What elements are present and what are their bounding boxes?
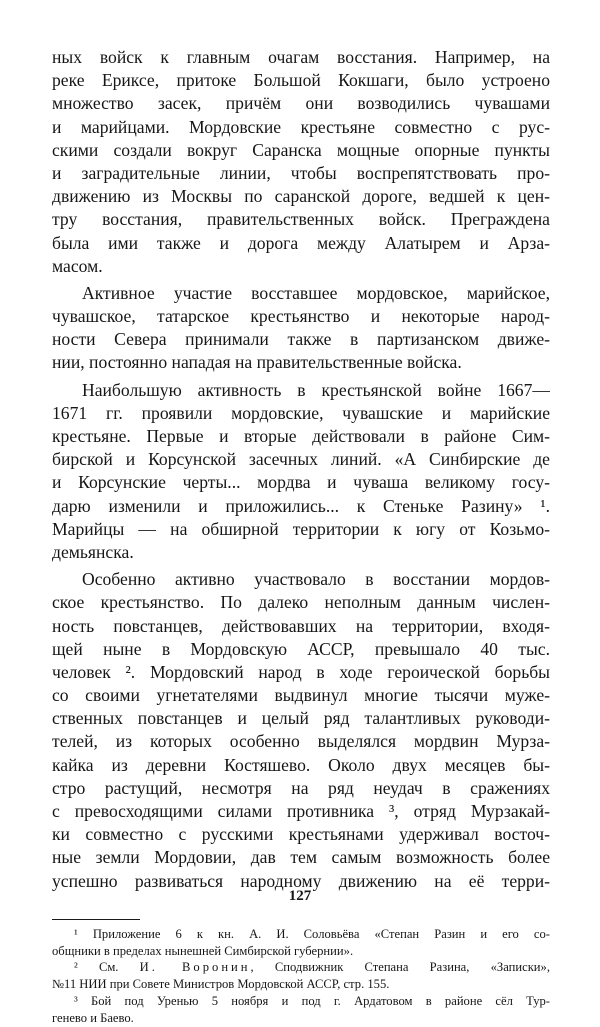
text-line: щей ныне в Мордовскую АССР, превышало 40 тыс. (52, 638, 550, 659)
text-line: Активное участие восставшее мордовское, марийское, (82, 282, 550, 303)
text-line: нии, постоянно нападая на правительственные войска. (52, 352, 462, 373)
text-line: крестьяне. Первые и вторые действовали в районе Сим- (52, 426, 550, 446)
text-line: была ими также и дорога между Алатырем и Арза- (52, 232, 550, 253)
footnote-line: общники в пределах нынешней Симбирской губернии». (52, 943, 354, 958)
page-number: 127 (288, 888, 312, 904)
footnote-author: И. Воронин (139, 960, 251, 975)
text-line: ные земли Мордовии, дав тем самым возможность более (52, 847, 550, 868)
text-line: Особенно активно участвовало в восстании мордов- (82, 569, 550, 590)
paragraph-2 (52, 282, 550, 375)
footnote-line (52, 959, 550, 976)
paragraph-4 (52, 568, 550, 893)
book-page (52, 46, 550, 1027)
text-line: и заградительные линии, чтобы воспрепятствовать про- (52, 162, 550, 183)
footnote-2 (52, 959, 550, 993)
footnotes (52, 926, 550, 1027)
text-line: человек ². Мордовский народ в ходе героической борьбы (52, 661, 550, 682)
footnote-line: №11 НИИ при Совете Министров Мордовской АССР, стр. 155. (52, 977, 390, 992)
text-line: ность повстанцев, действовавших на территории, входя- (52, 615, 550, 636)
text-line: со своими угнетателями выдвинул многие тысячи муже- (52, 685, 550, 706)
footnote-1 (52, 926, 550, 960)
footnote-line: генево и Баево. (52, 1010, 134, 1025)
text-line: и Корсунские черты... мордва и чуваша великому госу- (52, 472, 550, 493)
text-line: дарю изменили и приложились... к Стеньке Разину» ¹. (52, 495, 550, 516)
footnote-line: ¹ Приложение 6 к кн. А. И. Соловьёва «Степан Разин и его со- (74, 926, 550, 941)
text-line: движению из Москвы по саранской дороге, ведшей к цен- (52, 186, 550, 207)
text-line: кайка из деревни Костяшево. Около двух месяцев бы- (52, 754, 550, 775)
text-line: реке Ериксе, притоке Большой Кокшаги, было устроено (52, 70, 550, 91)
text-line: ское крестьянство. По далеко неполным данным числен- (52, 592, 550, 613)
text-line: ных войск к главным очагам восстания. Например, на (52, 47, 550, 67)
paragraph-3 (52, 379, 550, 565)
text-line: чувашское, татарское крестьянство и некоторые народ- (52, 306, 550, 327)
text-line: стро растущий, несмотря на ряд неудач в сражениях (52, 777, 550, 798)
footnote-3 (52, 993, 550, 1027)
text-line: Наибольшую активность в крестьянской войне 1667— (82, 379, 550, 400)
text-line: Марийцы — на обширной территории к югу от Козьмо- (52, 518, 550, 539)
paragraph-1 (52, 46, 550, 278)
footnote-divider (52, 919, 140, 920)
text-line: и марийцами. Мордовские крестьяне совместно с рус- (52, 116, 550, 137)
footnote-suffix: , Сподвижник Степана Разина, «Записки», (250, 960, 550, 975)
text-line: скими создали вокруг Саранска мощные опорные пункты (52, 139, 550, 160)
text-line: бирской и Корсунской засечных линий. «А Синбирские де (52, 449, 550, 470)
footnote-line: ³ Бой под Уренью 5 ноября и под г. Ардатовом в районе сёл Тур- (74, 993, 550, 1008)
text-line: тру восстания, правительственных войск. Преграждена (52, 209, 550, 230)
text-line: с превосходящими силами противника ³, отряд Мурзакай- (52, 801, 550, 821)
text-line: ности Севера принимали также в партизанском движе- (52, 329, 550, 350)
text-line: успешно развиваться народному движению на её терри- (52, 870, 550, 891)
text-line: демьянска. (52, 541, 134, 562)
text-line: множество засек, причём они возводились чувашами (52, 93, 550, 114)
text-line: масом. (52, 255, 103, 276)
text-line: 1671 гг. проявили мордовские, чувашские и марийские (52, 402, 550, 423)
footnote-prefix: ² См. (74, 960, 140, 975)
text-line: ственных повстанцев и целый ряд талантливых руководи- (52, 708, 550, 729)
text-line: ки совместно с русскими крестьянами удерживал восточ- (52, 824, 550, 845)
text-line: телей, из которых особенно выделялся мордвин Мурза- (52, 731, 550, 752)
